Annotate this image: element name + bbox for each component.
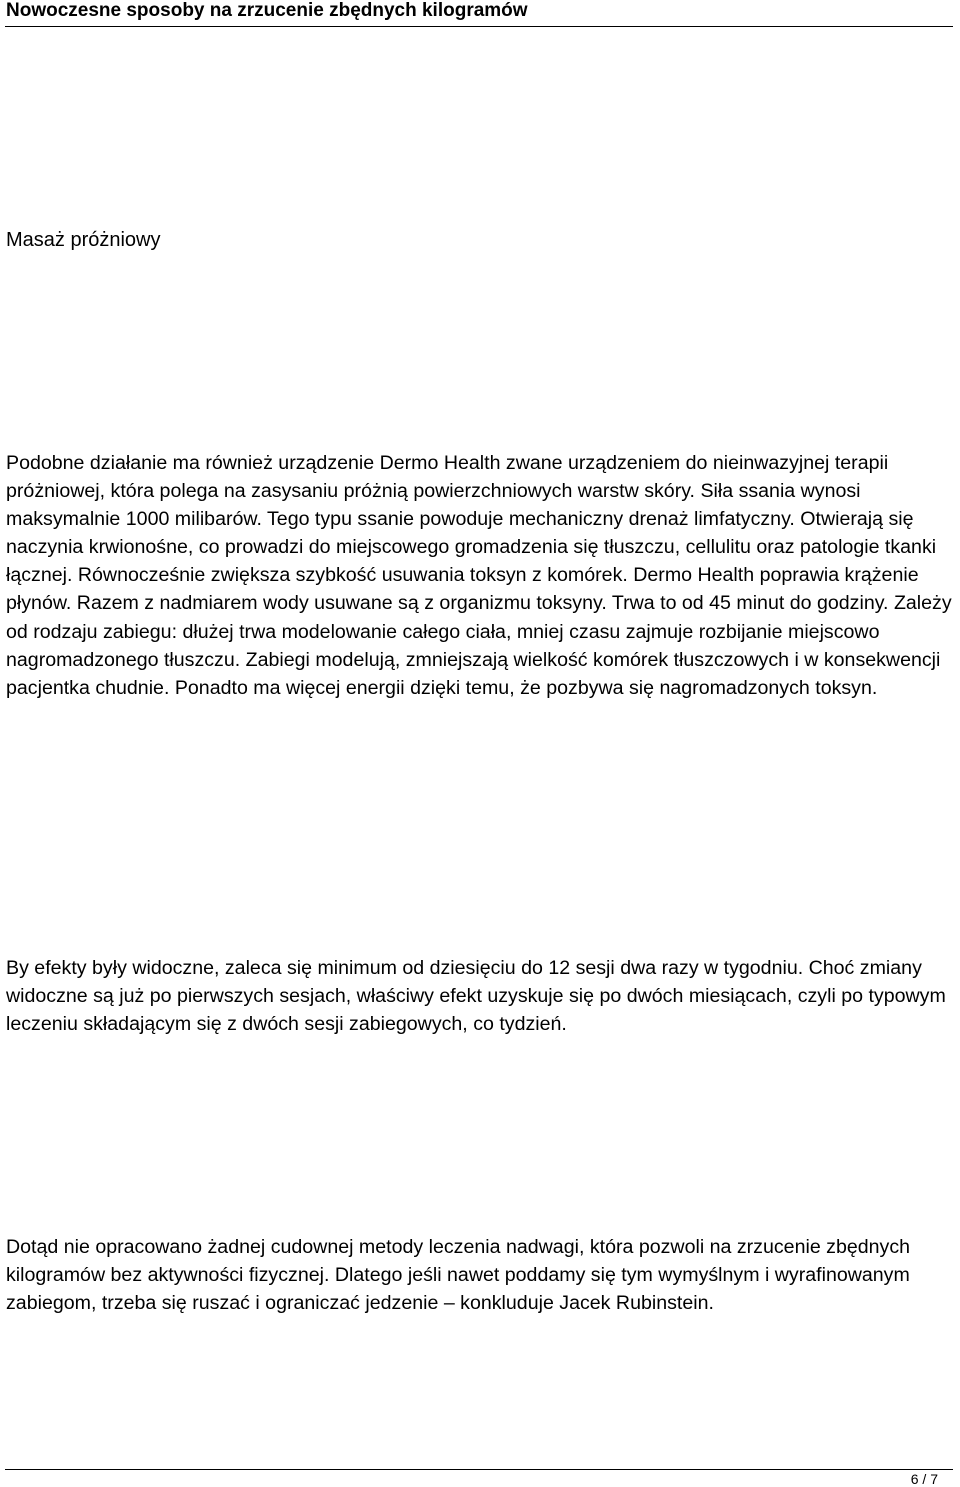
body-paragraph-2: By efekty były widoczne, zaleca się minimum od dziesięciu do 12 sesji dwa razy w tygodniu. Choć zmiany widoczne są już po pierwszych sesjach, właściwy efekt uzyskuje się po dwóch miesiącach, czyli po typowym leczeniu składającym się z dwóch sesji zabiegowych, co tydzień. <box>6 957 946 1036</box>
page-number: 6 / 7 <box>910 1471 938 1487</box>
header-divider <box>5 26 953 27</box>
section-heading: Masaż próżniowy <box>6 229 161 251</box>
body-paragraph-3: Dotąd nie opracowano żadnej cudownej metody leczenia nadwagi, która pozwoli na zrzucenie zbędnych kilogramów bez aktywności fizycznej. Dlatego jeśli nawet poddamy się tym wymyślnym i wyrafinowanym zabiegom, trzeba się ruszać i ograniczać jedzenie – konkluduje Jacek Rubinstein. <box>6 1236 911 1315</box>
body-paragraph-1: Podobne działanie ma również urządzenie Dermo Health zwane urządzeniem do nieinwazyjnej terapii próżniowej, która polega na zasysaniu próżnią powierzchniowych warstw skóry. Siła ssania wynosi maksymalnie 1000 milibarów. Tego typu ssanie powoduje mechaniczny drenaż limfatyczny. Otwierają się naczynia krwionośne, co prowadzi do miejscowego gromadzenia się tłuszczu, cellulitu oraz patologie tkanki łącznej. Równocześnie zwiększa szybkość usuwania toksyn z komórek. Dermo Health poprawia krążenie płynów. Razem z nadmiarem wody usuwane są z organizmu toksyny. Trwa to od 45 minut do godziny. Zależy od rodzaju zabiegu: dłużej trwa modelowanie całego ciała, mniej czasu zajmuje rozbijanie miejscowo nagromadzonego tłuszczu. Zabiegi modelują, zmniejszają wielkość komórek tłuszczowych i w konsekwencji pacjentka chudnie. Ponadto ma więcej energii dzięki temu, że pozbywa się nagromadzonych toksyn. <box>6 452 952 699</box>
document-header-title: Nowoczesne sposoby na zrzucenie zbędnych kilogramów <box>6 0 528 21</box>
footer-divider <box>5 1469 953 1470</box>
